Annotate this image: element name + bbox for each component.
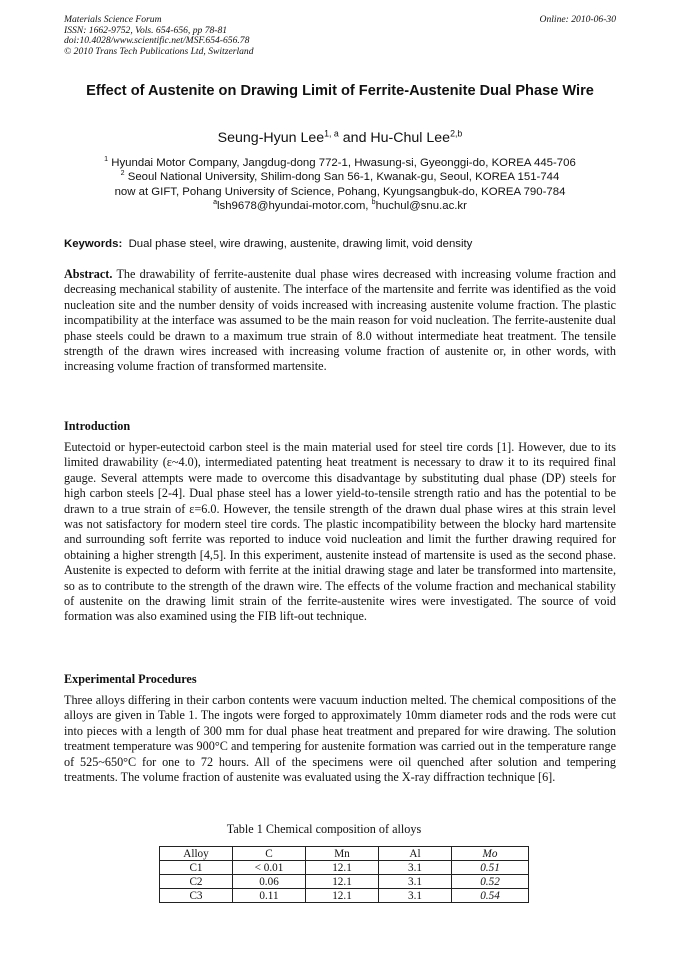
table-cell: 12.1 <box>306 889 379 903</box>
experimental-heading: Experimental Procedures <box>64 672 197 686</box>
authors <box>64 130 616 146</box>
table-header-cell: Mo <box>452 847 529 861</box>
table-cell: 0.52 <box>452 875 529 889</box>
email-2: huchul@snu.ac.kr <box>375 200 467 213</box>
page-header <box>64 15 616 57</box>
table-cell: 12.1 <box>306 861 379 875</box>
author-2: Hu-Chul Lee <box>370 130 451 146</box>
table-header-cell: Mn <box>306 847 379 861</box>
author-1: Seung-Hyun Lee <box>217 130 325 146</box>
emails <box>64 199 616 213</box>
table-header-cell: C <box>233 847 306 861</box>
online-date: Online: 2010-06-30 <box>539 14 616 25</box>
author-1-sup: 1, a <box>324 128 339 139</box>
table-cell: 0.51 <box>452 861 529 875</box>
table-cell: C1 <box>160 861 233 875</box>
table-row <box>160 875 529 889</box>
composition-table <box>159 846 529 903</box>
email-2-sup: b <box>371 199 376 207</box>
abstract-text: The drawability of ferrite-austenite dual phase wires decreased with increasing volume fraction and decreasing mechanical stability of austenite. The interface of the martensite and ferrite was identified as the void nucleation site and the number density of voids increased with increasing austenite volume fraction. The plastic incompatibility at the interface was assumed to be the main reason for void nucleation. The ferrite-austenite dual phase steels could be drawn to a maximum true strain of 8.0 without intermediate heat treatment. The tensile strength of the drawn wires increased with increasing volume fraction of austenite or, in other words, with increasing volume fraction of transformed martensite. <box>64 267 617 374</box>
author-2-sup: 2,b <box>450 128 463 139</box>
table-cell: < 0.01 <box>233 861 306 875</box>
table-row <box>160 861 529 875</box>
experimental-text: Three alloys differing in their carbon contents were vacuum induction melted. The chemical compositions of the alloys are given in Table 1. The ingots were forged to approximately 10mm diameter rods and the rods were cut into pieces with a length of 300 mm for dual phase heat treatment and prepared for wire drawing. The solution treatment temperature was 900°C and tempering for austenite formation was carried out in the temperature range of 525~650°C for one to 72 hours. All of the specimens were oil quenched after solution and tempering treatments. The volume fraction of austenite was evaluated using the X-ray diffraction technique [6]. <box>64 693 616 785</box>
affiliation-1-sup: 1 <box>104 156 109 164</box>
introduction-heading: Introduction <box>64 419 131 433</box>
affiliation-2-sup: 2 <box>120 170 125 178</box>
issn: ISSN: 1662-9752, Vols. 654-656, pp 78-81 <box>64 24 228 36</box>
affiliation-1-text: Hyundai Motor Company, Jangdug-dong 772-1, Hwasung-si, Gyeonggi-do, KOREA 445-706 <box>111 157 576 169</box>
introduction-text: Eutectoid or hyper-eutectoid carbon steel is the main material used for steel tire cords [1]. However, due to its limited drawability (ε~4.0), intermediated patenting heat treatment is necessary to draw it to its required final gauge. Several attempts were made to overcome this disadvantage by substituting dual phase (DP) steels for high carbon steels [2-4]. Dual phase steel has a lower yield-to-tensile strength ratio and has the potential to be drawn to a true strain of ε=6.0. However, the tensile strength of the drawn dual phase wires at this strain level was not satisfactory for modern steel tire cords. The plastic incompatibility between the blocky hard martensite and surrounding soft ferrite was reported to induce void nucleation and limit the further drawing required for obtaining a higher strength [4,5]. In this experiment, austenite instead of martensite is used as the second phase. Austenite is expected to deform with ferrite at the initial drawing stage and later be transformed into martensite, so as to contribute to the strength of the drawn wire. The effects of the volume fraction and mechanical stability of austenite on the drawing limit strain of the ferrite-austenite wires were investigated. The source of void formation was also examined using the FIB lift-out technique. <box>64 440 616 624</box>
paper-title: Effect of Austenite on Drawing Limit of Ferrite-Austenite Dual Phase Wire <box>86 83 594 99</box>
affiliation-3: now at GIFT, Pohang University of Science, Pohang, Kyungsangbuk-do, KOREA 790-784 <box>114 185 566 198</box>
affiliation-2 <box>64 170 616 184</box>
keywords-text: Dual phase steel, wire drawing, austenite, drawing limit, void density <box>128 238 473 250</box>
table-cell: 12.1 <box>306 875 379 889</box>
table-cell: C3 <box>160 889 233 903</box>
table-cell: 0.06 <box>233 875 306 889</box>
affiliations <box>64 156 616 214</box>
table-header-row <box>160 847 529 861</box>
table-cell: 0.11 <box>233 889 306 903</box>
table-cell: C2 <box>160 875 233 889</box>
table-cell: 0.54 <box>452 889 529 903</box>
table-caption: Table 1 Chemical composition of alloys <box>226 822 422 836</box>
doi: doi:10.4028/www.scientific.net/MSF.654-656.78 <box>64 35 250 47</box>
abstract <box>64 267 616 375</box>
author-and: and <box>342 130 367 146</box>
copyright: © 2010 Trans Tech Publications Ltd, Switzerland <box>64 45 254 57</box>
affiliation-1 <box>64 156 616 170</box>
abstract-label: Abstract. <box>64 267 113 281</box>
email-1: lsh9678@hyundai-motor.com, <box>216 200 369 213</box>
table-header-cell: Alloy <box>160 847 233 861</box>
email-1-sup: a <box>213 199 217 207</box>
table-cell: 3.1 <box>379 861 452 875</box>
keywords-label: Keywords: <box>64 238 123 250</box>
journal-name: Materials Science Forum <box>64 14 162 25</box>
table-header-cell: Al <box>379 847 452 861</box>
affiliation-2-text: Seoul National University, Shilim-dong San 56-1, Kwanak-gu, Seoul, KOREA 151-744 <box>127 171 560 184</box>
keywords <box>64 238 616 250</box>
table-cell: 3.1 <box>379 875 452 889</box>
table-cell: 3.1 <box>379 889 452 903</box>
table-row <box>160 889 529 903</box>
